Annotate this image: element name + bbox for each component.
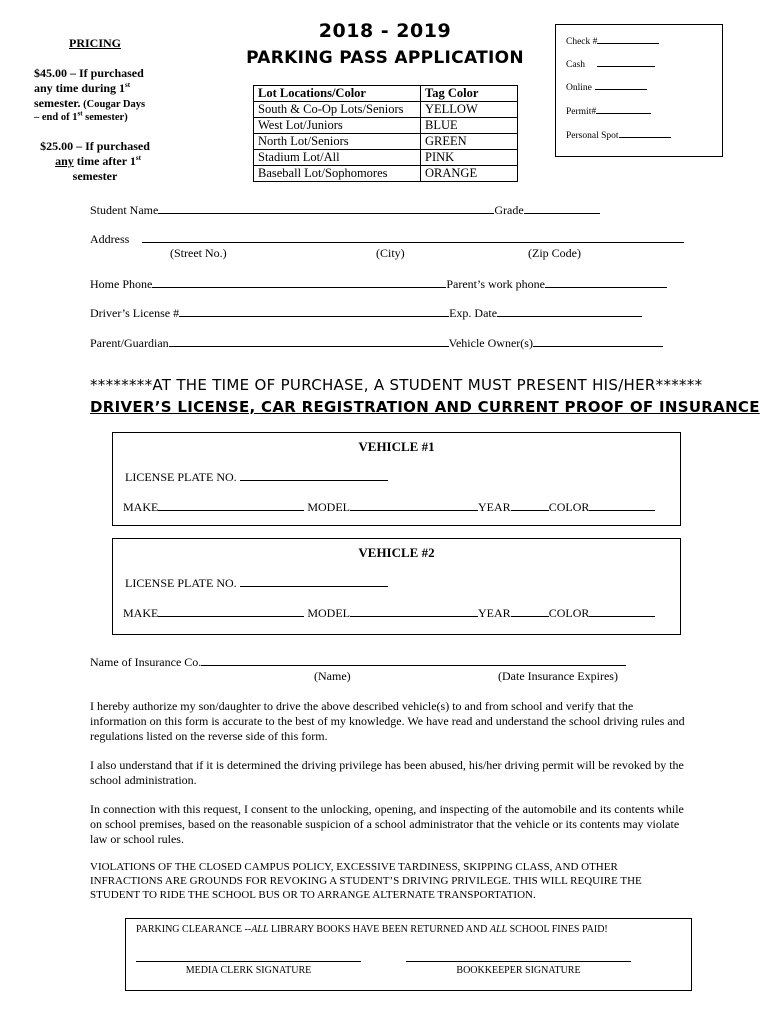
lot-cell: West Lot/Juniors	[254, 118, 421, 134]
inspection-paragraph: In connection with this request, I consent to the unlocking, opening, and inspecting of the automobile and its contents while on school premises, based on the reasonable suspicion of a school administrator that the vehicle or its contents may violate law or school rules.	[90, 802, 684, 846]
tag-cell: BLUE	[421, 118, 518, 134]
vehicle-2-details-row	[123, 605, 655, 621]
lot-row	[254, 166, 518, 182]
authorization-paragraph: I hereby authorize my son/daughter to drive the above described vehicle(s) to and from school and verify that the information on this form is accurate to the best of my knowledge. We have read and understand the school driving rules and regulations listed on the reverse side of this form.	[90, 699, 685, 743]
media-clerk-signature-label: MEDIA CLERK SIGNATURE	[185, 965, 312, 976]
tag-cell: YELLOW	[421, 102, 518, 118]
tag-cell: PINK	[421, 150, 518, 166]
plate-field[interactable]	[240, 469, 388, 481]
warning-line-1: ********AT THE TIME OF PURCHASE, A STUDENT MUST PRESENT HIS/HER******	[90, 376, 703, 394]
city-sublabel: (City)	[376, 246, 405, 260]
bookkeeper-signature-line[interactable]	[406, 961, 631, 962]
exp-date-field[interactable]	[497, 305, 642, 317]
parking-clearance-box	[125, 918, 692, 991]
lot-row	[254, 134, 518, 150]
insurance-field[interactable]	[201, 654, 626, 666]
price1-sup: st	[125, 81, 131, 89]
make-field[interactable]	[158, 605, 304, 617]
insurance-row	[90, 654, 626, 670]
clearance-text-c: SCHOOL FINES PAID!	[507, 924, 608, 935]
home-phone-field[interactable]	[152, 276, 446, 288]
media-clerk-signature-line[interactable]	[136, 961, 361, 962]
tag-cell: ORANGE	[421, 166, 518, 182]
pricing-heading	[30, 36, 160, 69]
year-field[interactable]	[511, 499, 549, 511]
guardian-row	[90, 335, 663, 351]
cash-label: Cash	[566, 60, 585, 70]
pricing-first-semester	[34, 66, 174, 124]
vehicle-owner-field[interactable]	[533, 335, 663, 347]
lot-row	[254, 118, 518, 134]
lot-cell: Stadium Lot/All	[254, 150, 421, 166]
plate-field[interactable]	[240, 575, 388, 587]
year-label: YEAR	[478, 500, 511, 514]
lot-row	[254, 150, 518, 166]
model-field[interactable]	[350, 499, 478, 511]
price1-small-a: (Cougar Days	[80, 99, 146, 110]
drivers-license-field[interactable]	[179, 305, 449, 317]
color-label: COLOR	[548, 500, 590, 514]
student-name-label: Student Name	[90, 203, 159, 217]
price-45: $45.00	[34, 66, 67, 80]
price2-text: – If purchased	[73, 139, 150, 153]
pricing-title: PRICING	[68, 36, 121, 50]
warning-line-2: DRIVER’S LICENSE, CAR REGISTRATION AND CURRENT PROOF OF INSURANCE	[90, 398, 760, 416]
clearance-text-a: PARKING CLEARANCE --	[136, 924, 252, 935]
lot-table-header	[254, 86, 518, 102]
clearance-all-1: ALL	[251, 924, 269, 935]
grade-field[interactable]	[524, 202, 600, 214]
lot-table	[253, 85, 518, 182]
price2-text-c: semester	[72, 169, 118, 183]
price2-any: any	[55, 154, 74, 168]
home-phone-label: Home Phone	[90, 277, 153, 291]
spot-label: Personal Spot	[566, 131, 619, 141]
insurance-name-sublabel: (Name)	[314, 669, 351, 683]
exp-date-label: Exp. Date	[449, 306, 498, 320]
phone-row	[90, 276, 667, 292]
guardian-label: Parent/Guardian	[90, 336, 169, 350]
insurance-label: Name of Insurance Co.	[90, 655, 202, 669]
plate-label: LICENSE PLATE NO.	[125, 470, 237, 484]
online-label: Online	[566, 83, 592, 93]
model-field[interactable]	[350, 605, 478, 617]
address-row	[90, 231, 684, 247]
clearance-text	[136, 924, 608, 935]
price1-text-b: any time during 1	[34, 81, 126, 95]
price1-text-c: semester.	[34, 96, 81, 110]
bookkeeper-signature-label: BOOKKEEPER SIGNATURE	[456, 965, 581, 976]
form-title: PARKING PASS APPLICATION	[246, 48, 524, 68]
make-label: MAKE	[123, 606, 159, 620]
office-use-box	[555, 24, 723, 157]
plate-label: LICENSE PLATE NO.	[125, 576, 237, 590]
violations-paragraph: VIOLATIONS OF THE CLOSED CAMPUS POLICY, EXCESSIVE TARDINESS, SKIPPING CLASS, AND OTHER INFRACTIONS ARE GROUNDS FOR REVOKING A STUDENT’S DRIVING PRIVILEGE. THIS WILL REQUIRE THE STUDENT TO RIDE THE SCHOOL BUS OR TO ARRANGE ALTERNATE TRANSPORTATION.	[90, 861, 642, 901]
vehicle-2-box	[112, 538, 681, 635]
color-label: COLOR	[548, 606, 590, 620]
price1-small-sup: st	[77, 109, 83, 118]
school-year: 2018 - 2019	[318, 20, 452, 42]
price1-small-b: – end of 1	[34, 112, 78, 123]
model-label: MODEL	[307, 606, 351, 620]
clearance-text-b: LIBRARY BOOKS HAVE BEEN RETURNED AND	[268, 924, 490, 935]
parent-work-phone-label: Parent’s work phone	[446, 277, 545, 291]
drivers-license-label: Driver’s License #	[90, 306, 180, 320]
clearance-all-2: ALL	[489, 924, 508, 935]
lot-cell: North Lot/Seniors	[254, 134, 421, 150]
lot-cell: Baseball Lot/Sophomores	[254, 166, 421, 182]
color-field[interactable]	[589, 605, 655, 617]
grade-label: Grade	[494, 203, 524, 217]
vehicle-1-title: VEHICLE #1	[358, 439, 435, 454]
color-field[interactable]	[589, 499, 655, 511]
price-25: $25.00	[40, 139, 74, 153]
check-field[interactable]	[566, 32, 659, 47]
make-field[interactable]	[158, 499, 304, 511]
insurance-date-sublabel: (Date Insurance Expires)	[498, 669, 618, 683]
year-label: YEAR	[478, 606, 511, 620]
tag-col-header: Tag Color	[421, 86, 518, 102]
lot-row	[254, 102, 518, 118]
revocation-paragraph: I also understand that if it is determined the driving privilege has been abused, his/her driving permit will be revoked by the school administration.	[90, 758, 684, 787]
guardian-field[interactable]	[169, 335, 449, 347]
vehicle-2-plate-row	[125, 575, 388, 591]
street-sublabel: (Street No.)	[170, 246, 227, 260]
parent-work-phone-field[interactable]	[545, 276, 667, 288]
pricing-second-semester	[30, 139, 160, 184]
price1-small-c: semester)	[82, 112, 128, 123]
personal-spot-field[interactable]	[566, 126, 671, 141]
permit-label: Permit#	[566, 107, 597, 117]
price2-sup: st	[135, 154, 141, 162]
zip-sublabel: (Zip Code)	[528, 246, 581, 260]
cash-field[interactable]	[566, 55, 655, 70]
vehicle-1-plate-row	[125, 469, 388, 485]
check-label: Check #	[566, 37, 598, 47]
lot-cell: South & Co-Op Lots/Seniors	[254, 102, 421, 118]
online-field[interactable]	[566, 78, 647, 93]
make-label: MAKE	[123, 500, 159, 514]
price2-text-b: time after 1	[73, 154, 136, 168]
price1-text: – If purchased	[67, 66, 144, 80]
lot-col-header: Lot Locations/Color	[254, 86, 421, 102]
year-field[interactable]	[511, 605, 549, 617]
student-name-row	[90, 202, 600, 218]
tag-cell: GREEN	[421, 134, 518, 150]
permit-field[interactable]	[566, 102, 651, 117]
address-field[interactable]	[142, 231, 684, 243]
vehicle-2-title: VEHICLE #2	[358, 545, 435, 560]
model-label: MODEL	[307, 500, 351, 514]
vehicle-1-details-row	[123, 499, 655, 515]
vehicle-owner-label: Vehicle Owner(s)	[448, 336, 533, 350]
vehicle-1-box	[112, 432, 681, 526]
student-name-field[interactable]	[158, 202, 494, 214]
address-label: Address	[90, 232, 130, 246]
license-row	[90, 305, 642, 321]
